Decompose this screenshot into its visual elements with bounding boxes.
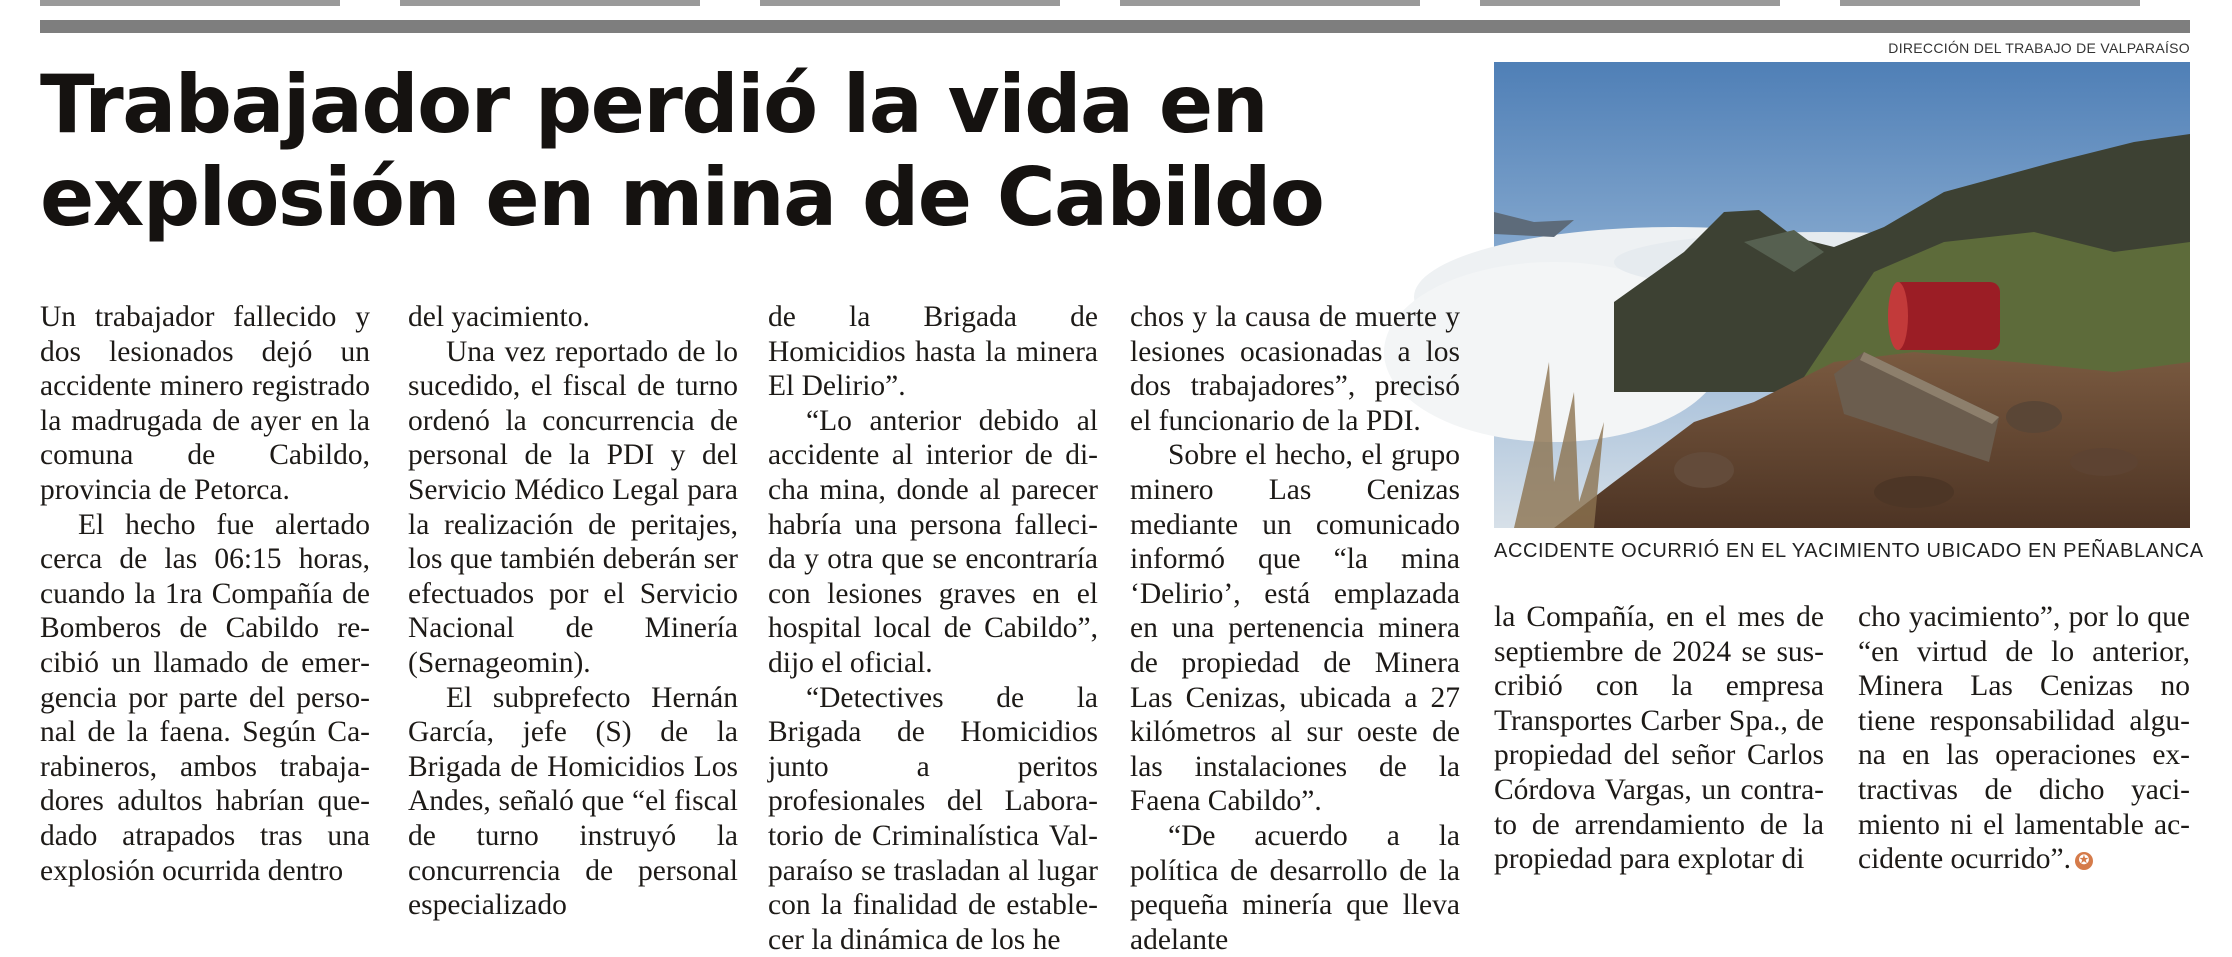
article-column-1 xyxy=(40,300,370,887)
paragraph: “Lo anterior debido al accidente al interior de dicha mina, donde al parecer habría una persona fallecida y otra que se encontraría con lesiones graves en el hospital local de Cabildo”, dijo el oficial. xyxy=(768,404,1098,679)
article-column-5 xyxy=(1494,600,1824,880)
top-rule xyxy=(40,20,2190,33)
paragraph: chos y la causa de muerte y lesiones ocasionadas a los dos trabajadores”, precisó el funcionario de la PDI. xyxy=(1130,301,1460,437)
paragraph-text: cho yacimiento”, por lo que “en virtud de lo anterior, Minera Las Cenizas no tiene responsabilidad alguna en las operaciones extractivas de dicho yacimiento ni el lamentable accidente ocurrido”. xyxy=(1858,601,2190,876)
article-column-3 xyxy=(768,300,1098,956)
paragraph: El hecho fue alertado cerca de las 06:15 horas, cuando la 1ra Compañía de Bomberos de Cabildo recibió un llamado de emergencia por parte del personal de la faena. Según Carabineros, ambos trabajadores adultos habrían quedado atrapados tras una explosión ocurrida dentro xyxy=(40,508,370,887)
article-column-4 xyxy=(1130,300,1460,956)
paragraph: “De acuerdo a la política de desarrollo de la pequeña minería que lleva adelante xyxy=(1130,819,1460,956)
article-column-2 xyxy=(408,300,738,922)
article-photo xyxy=(1494,62,2190,528)
paragraph: El subprefecto Hernán García, jefe (S) de la Brigada de Homicidios Los Andes, señaló que “el fiscal de turno instruyó la concurrencia de personal especializado xyxy=(408,681,738,922)
photo-credit: DIRECCIÓN DEL TRABAJO DE VALPARAÍSO xyxy=(1888,40,2190,56)
paragraph: la Compañía, en el mes de septiembre de 2024 se suscribió con la empresa Transportes Carber Spa., de propiedad del señor Carlos Córdova Vargas, un contrato de arrendamiento de la propiedad para explotar di xyxy=(1494,601,1824,876)
paragraph: Una vez reportado de lo sucedido, el fiscal de turno ordenó la concurrencia de personal de la PDI y del Servicio Médico Legal para la realización de peritajes, los que también deberán ser efectuados por el Servicio Nacional de Minería (Sernageomin). xyxy=(408,335,738,679)
paragraph: Sobre el hecho, el grupo minero Las Cenizas mediante un comunicado informó que “la mina ‘Delirio’, está emplazada en una pertenencia minera de propiedad de Minera Las Cenizas, ubicada a 27 kilómetros al sur oeste de las instalaciones de la Faena Cabildo”. xyxy=(1130,439,1460,818)
paragraph: “Detectives de la Brigada de Homicidios junto a peritos profesionales del Laboratorio de Criminalística Valparaíso se trasladan al lugar con la finalidad de establecer la dinámica de los he xyxy=(768,681,1098,956)
paragraph xyxy=(1858,600,2190,877)
paragraph: de la Brigada de Homicidios hasta la minera El Delirio”. xyxy=(768,301,1098,403)
paragraph: del yacimiento. xyxy=(408,301,590,333)
article-column-6 xyxy=(1858,600,2190,880)
headline: Trabajador perdió la vida en explosión en mina de Cabildo xyxy=(40,58,1324,244)
end-of-article-icon: ✪ xyxy=(2075,852,2093,870)
paragraph: Un trabajador fallecido y dos lesionados dejó un accidente minero registrado la madrugada de ayer en la comuna de Cabildo, provincia de Petorca. xyxy=(40,301,370,506)
photo-caption: ACCIDENTE OCURRIÓ EN EL YACIMIENTO UBICADO EN PEÑABLANCA xyxy=(1494,540,2204,562)
top-strip xyxy=(40,0,2190,6)
